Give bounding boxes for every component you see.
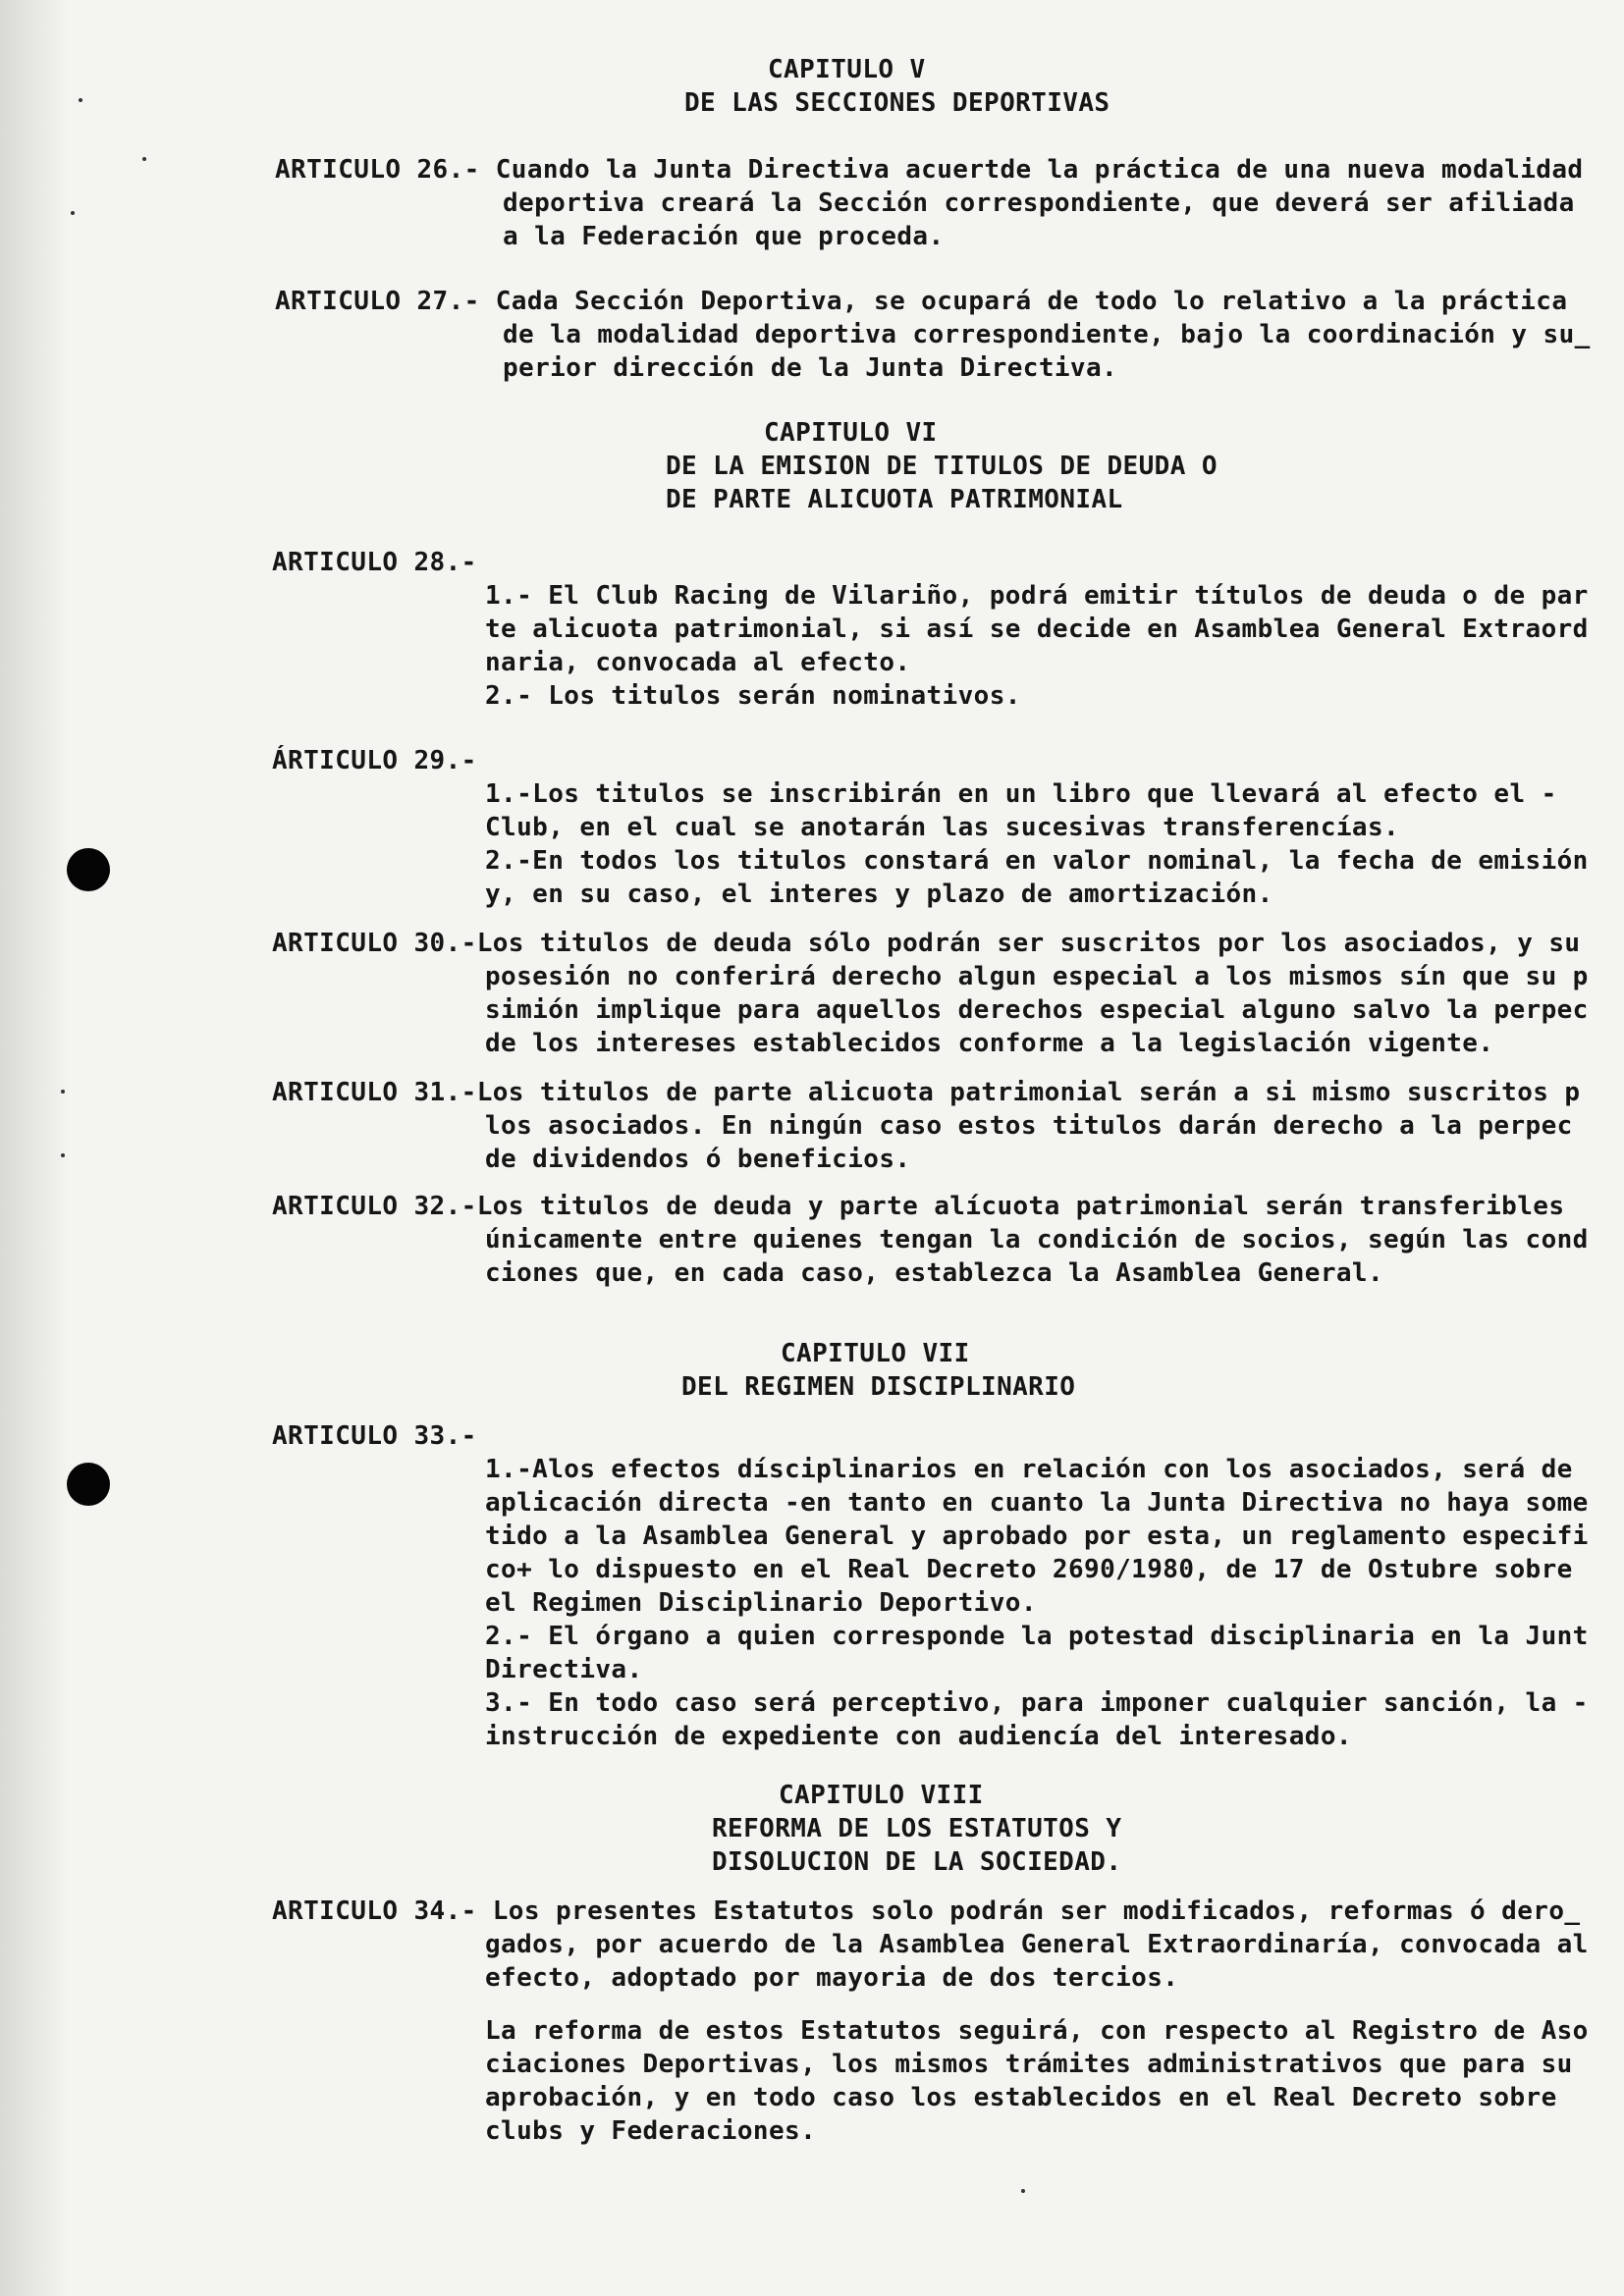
article-line: co+ lo dispuesto en el Real Decreto 2690/1980, de 17 de Ostubre sobre — [485, 1555, 1573, 1584]
article-line: ARTICULO 34.- Los presentes Estatutos solo podrán ser modificados, reformas ó dero_ — [272, 1896, 1581, 1926]
article-line: ARTICULO 31.-Los titulos de parte alicuota patrimonial serán a si mismo suscritos p — [272, 1078, 1581, 1107]
article-line: perior dirección de la Junta Directiva. — [503, 353, 1118, 383]
article-line: naria, convocada al efecto. — [485, 648, 911, 677]
chapter-title: CAPITULO VIII — [779, 1781, 984, 1810]
article-line: La reforma de estos Estatutos seguirá, con respecto al Registro de Aso — [485, 2016, 1589, 2046]
punch-hole-bottom — [67, 1463, 110, 1506]
article-line: ciones que, en cada caso, establezca la Asamblea General. — [485, 1258, 1384, 1288]
article-line: a la Federación que proceda. — [503, 222, 945, 251]
article-line: 3.- En todo caso será perceptivo, para imponer cualquier sanción, la - — [485, 1688, 1589, 1718]
speck — [142, 157, 146, 161]
chapter-title: CAPITULO V — [768, 55, 926, 84]
article-line: 2.- El órgano a quien corresponde la potestad disciplinaria en la Junt — [485, 1622, 1589, 1651]
article-line: aplicación directa -en tanto en cuanto la Junta Directiva no haya some — [485, 1488, 1589, 1518]
article-line: y, en su caso, el interes y plazo de amortización. — [485, 880, 1273, 909]
article-line: ARTICULO 32.-Los titulos de deuda y parte alícuota patrimonial serán transferibles — [272, 1192, 1565, 1221]
chapter-subtitle: DE LAS SECCIONES DEPORTIVAS — [684, 88, 1110, 118]
chapter-subtitle: DISOLUCION DE LA SOCIEDAD. — [712, 1847, 1122, 1877]
chapter-subtitle: REFORMA DE LOS ESTATUTOS Y — [712, 1814, 1122, 1843]
article-line: ARTICULO 27.- Cada Sección Deportiva, se ocupará de todo lo relativo a la práctica — [275, 287, 1568, 316]
article-line: los asociados. En ningún caso estos titulos darán derecho a la perpec — [485, 1111, 1573, 1141]
article-line: gados, por acuerdo de la Asamblea General Extraordinaría, convocada al — [485, 1930, 1589, 1959]
article-line: el Regimen Disciplinario Deportivo. — [485, 1588, 1037, 1618]
article-line: de dividendos ó beneficios. — [485, 1145, 911, 1174]
article-line: 2.- Los titulos serán nominativos. — [485, 681, 1021, 711]
speck — [61, 1090, 65, 1094]
article-line: instrucción de expediente con audiencía del interesado. — [485, 1722, 1352, 1751]
chapter-subtitle: DE LA EMISION DE TITULOS DE DEUDA O — [666, 452, 1218, 481]
article-heading: ARTICULO 33.- — [272, 1421, 477, 1451]
article-line: 1.-Alos efectos dísciplinarios en relación con los asociados, será de — [485, 1455, 1573, 1484]
article-line: únicamente entre quienes tengan la condición de socios, según las cond — [485, 1225, 1589, 1255]
article-line: simión implique para aquellos derechos especial alguno salvo la perpec — [485, 995, 1589, 1025]
article-line: ARTICULO 26.- Cuando la Junta Directiva acuertde la práctica de una nueva modalidad — [275, 155, 1584, 185]
article-line: aprobación, y en todo caso los establecidos en el Real Decreto sobre — [485, 2083, 1557, 2112]
article-line: tido a la Asamblea General y aprobado por esta, un reglamento especifi — [485, 1522, 1589, 1551]
article-line: 1.- El Club Racing de Vilariño, podrá emitir títulos de deuda o de par — [485, 581, 1589, 611]
chapter-subtitle: DE PARTE ALICUOTA PATRIMONIAL — [666, 485, 1123, 514]
punch-hole-top — [67, 848, 110, 891]
article-line: ARTICULO 30.-Los titulos de deuda sólo podrán ser suscritos por los asociados, y su — [272, 929, 1581, 958]
article-line: 2.-En todos los titulos constará en valor nominal, la fecha de emisión — [485, 846, 1589, 876]
speck — [1021, 2189, 1025, 2193]
article-line: te alicuota patrimonial, si así se decide en Asamblea General Extraord — [485, 614, 1589, 644]
article-line: de la modalidad deportiva correspondiente, bajo la coordinación y su_ — [503, 320, 1591, 349]
article-line: deportiva creará la Sección correspondiente, que deverá ser afiliada — [503, 188, 1575, 218]
chapter-subtitle: DEL REGIMEN DISCIPLINARIO — [681, 1372, 1076, 1402]
speck — [79, 98, 82, 102]
chapter-title: CAPITULO VI — [764, 418, 938, 448]
article-line: Directiva. — [485, 1655, 643, 1684]
article-line: Club, en el cual se anotarán las sucesivas transferencías. — [485, 813, 1400, 842]
chapter-title: CAPITULO VII — [781, 1339, 970, 1368]
article-line: efecto, adoptado por mayoria de dos tercios. — [485, 1963, 1179, 1993]
page-edge-shadow — [0, 0, 69, 2296]
speck — [61, 1153, 65, 1157]
article-line: de los intereses establecidos conforme a la legislación vigente. — [485, 1029, 1494, 1058]
article-heading: ARTICULO 28.- — [272, 548, 477, 577]
article-line: ciaciones Deportivas, los mismos trámites administrativos que para su — [485, 2050, 1573, 2079]
article-line: posesión no conferirá derecho algun especial a los mismos sín que su p — [485, 962, 1589, 991]
article-line: clubs y Federaciones. — [485, 2116, 817, 2146]
article-heading: ÁRTICULO 29.- — [272, 746, 477, 775]
article-line: 1.-Los titulos se inscribirán en un libro que llevará al efecto el - — [485, 779, 1557, 809]
speck — [71, 211, 75, 215]
